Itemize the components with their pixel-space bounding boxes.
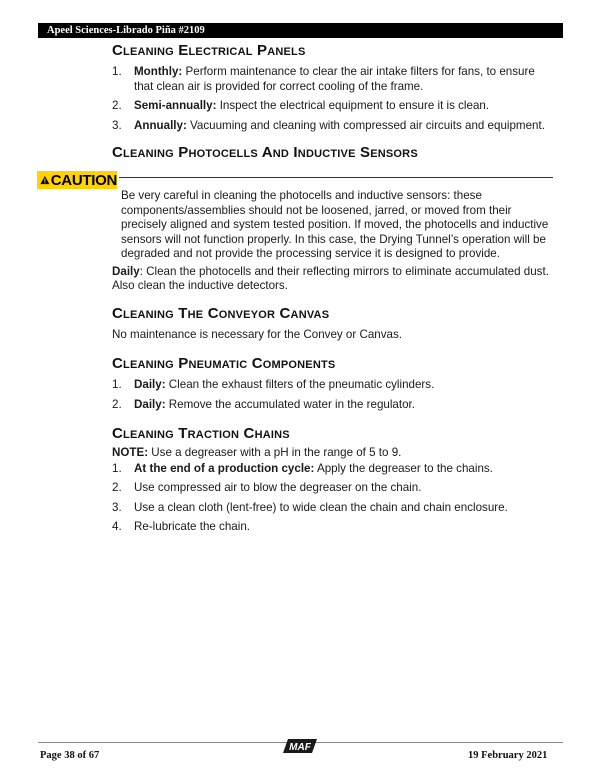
page-header bbox=[38, 23, 563, 38]
pneumatic-list bbox=[112, 378, 552, 412]
item-label: At the end of a production cycle: bbox=[134, 461, 315, 475]
list-item bbox=[112, 99, 552, 114]
item-text: Apply the degreaser to the chains. bbox=[314, 461, 493, 475]
list-number: 2. bbox=[112, 397, 122, 411]
item-label: Annually: bbox=[134, 118, 187, 132]
item-label: Semi-annually: bbox=[134, 99, 217, 112]
item-text: Use compressed air to blow the degreaser on the chain. bbox=[134, 481, 422, 494]
caution-label: CAUTION bbox=[50, 171, 117, 189]
company-logo bbox=[283, 739, 317, 753]
item-text: Vacuuming and cleaning with compressed air circuits and equipment. bbox=[186, 118, 545, 132]
traction-list bbox=[112, 462, 552, 535]
item-text: Inspect the electrical equipment to ensure it is clean. bbox=[216, 99, 490, 112]
list-item bbox=[112, 501, 552, 516]
list-item bbox=[112, 378, 552, 393]
caution-banner bbox=[37, 171, 552, 191]
item-text: Re-lubricate the chain. bbox=[134, 520, 250, 533]
item-text: Perform maintenance to clear the air intake filters for fans, to ensure that clean air is provided for correct cooling of the frame. bbox=[134, 65, 535, 93]
item-label: Daily: bbox=[134, 378, 166, 391]
warning-icon bbox=[40, 173, 50, 187]
list-number: 2. bbox=[112, 481, 122, 494]
list-item bbox=[112, 520, 552, 535]
list-number: 1. bbox=[112, 378, 122, 391]
item-text: Remove the accumulated water in the regulator. bbox=[165, 397, 415, 411]
list-number: 1. bbox=[112, 461, 122, 475]
list-number: 2. bbox=[112, 99, 122, 112]
note-paragraph bbox=[112, 446, 552, 461]
list-item bbox=[112, 65, 552, 94]
item-label: Monthly: bbox=[134, 65, 183, 78]
list-item bbox=[112, 481, 552, 496]
list-number: 3. bbox=[112, 118, 122, 132]
section-title-photocells: Cleaning Photocells And Inductive Sensors bbox=[112, 144, 418, 161]
daily-text: : Clean the photocells and their reflecting mirrors to eliminate accumulated dust. Also clean the inductive detectors. bbox=[112, 264, 549, 292]
caution-text: Be very careful in cleaning the photocells and inductive sensors: these components/assemblies should not be loosened, jarred, or moved from their precisely aligned and system tested position. If moved, the photocells and inductive sensors will not function properly. In this case, the Drying Tunnel’s operation will be degraded and not provide the processing service it is designed to provide. bbox=[121, 189, 549, 260]
section-title-traction: Cleaning Traction Chains bbox=[112, 425, 290, 442]
caution-divider bbox=[119, 177, 553, 178]
note-text: Use a degreaser with a pH in the range of 5 to 9. bbox=[148, 446, 402, 459]
section-title-electrical: Cleaning Electrical Panels bbox=[112, 42, 306, 59]
header-title: Apeel Sciences-Librado Piña #2109 bbox=[47, 25, 205, 36]
conveyor-text: No maintenance is necessary for the Convey or Canvas. bbox=[112, 327, 402, 341]
logo-text: MAF bbox=[289, 742, 311, 753]
list-item bbox=[112, 398, 552, 413]
section-title-conveyor: Cleaning The Conveyor Canvas bbox=[112, 304, 330, 322]
electrical-list bbox=[112, 65, 552, 133]
list-item bbox=[112, 462, 552, 477]
daily-paragraph bbox=[112, 265, 552, 294]
list-number: 4. bbox=[112, 520, 122, 533]
caution-badge bbox=[37, 171, 117, 189]
item-label: Daily: bbox=[134, 397, 166, 411]
list-number: 3. bbox=[112, 500, 122, 514]
item-text: Use a clean cloth (lent-free) to wide clean the chain and chain enclosure. bbox=[134, 500, 508, 514]
page-content bbox=[112, 42, 552, 535]
page-date: 19 February 2021 bbox=[468, 750, 548, 761]
list-item bbox=[112, 119, 552, 134]
page-number: Page 38 of 67 bbox=[40, 750, 100, 761]
section-title-pneumatic: Cleaning Pneumatic Components bbox=[112, 355, 336, 372]
list-number: 1. bbox=[112, 65, 122, 78]
item-text: Clean the exhaust filters of the pneumatic cylinders. bbox=[165, 378, 435, 391]
note-label: NOTE: bbox=[112, 446, 149, 459]
daily-label: Daily bbox=[112, 264, 140, 278]
